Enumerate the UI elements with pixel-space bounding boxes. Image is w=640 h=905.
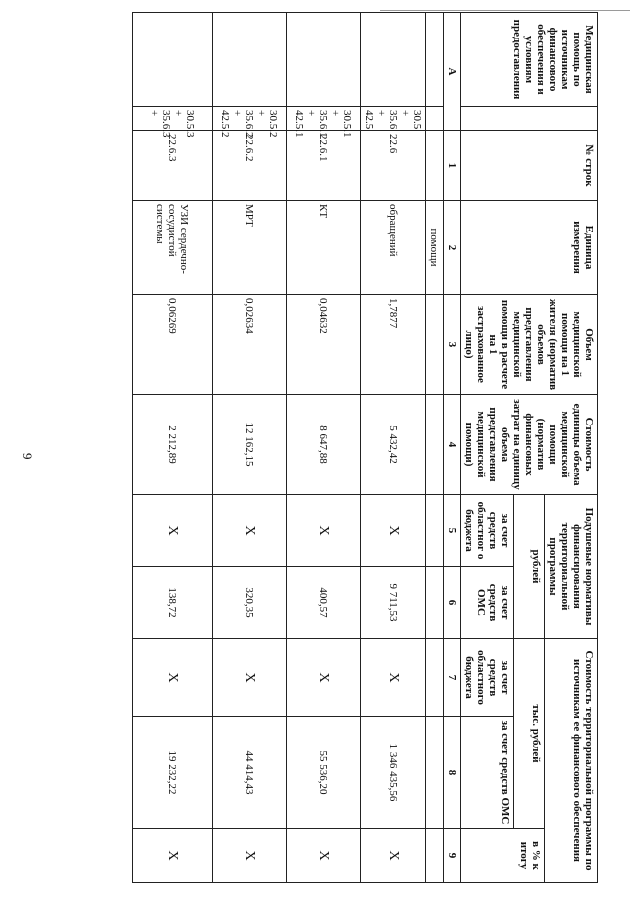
row-cost: 8 647,88 <box>287 395 361 495</box>
row-cost: 5 432,42 <box>361 395 426 495</box>
table-row <box>287 13 361 883</box>
row-normative-oms: 400,57 <box>287 567 361 639</box>
top-edge-line <box>380 10 630 11</box>
header-normatives-unit: рублей <box>514 495 545 639</box>
header-sub-blank <box>461 107 598 131</box>
header-col-4: Стоимость единицы объема медицинской помощи (норматив финансовых затрат на единицу объема представления медицинской помощи) <box>461 395 598 495</box>
row-volume: 0,02634 <box>213 295 287 395</box>
row-normative-budget: Х <box>361 495 426 567</box>
row-percent: Х <box>287 829 361 883</box>
row-sum-lines: 30.5 + 35.6 + 42.5 <box>361 107 426 131</box>
col-number-1: 1 <box>444 131 461 201</box>
header-col-2: Единица измерения <box>461 201 598 295</box>
row-cost-oms: 55 536,20 <box>287 717 361 829</box>
fragment-row <box>426 13 444 883</box>
col-number-4: 4 <box>444 395 461 495</box>
row-normative-oms: 320,35 <box>213 567 287 639</box>
row-cost-budget: Х <box>361 639 426 717</box>
header-cost-oms: за счет средств ОМС <box>461 717 514 829</box>
row-unit: КТ <box>287 201 361 295</box>
header-percent: в % к итогу <box>461 829 545 883</box>
table-row <box>213 13 287 883</box>
row-normative-oms: 138,72 <box>133 567 213 639</box>
col-number-5: 5 <box>444 495 461 567</box>
header-col-1: № строк <box>461 131 598 201</box>
row-cost: 12 162,15 <box>213 395 287 495</box>
header-group-cost: Стоимость территориальной программы по источникам ее финансового обеспечения <box>545 639 598 883</box>
row-volume: 0,04632 <box>287 295 361 395</box>
header-cost-unit: тыс. рублей <box>514 639 545 829</box>
col-number-3: 3 <box>444 295 461 395</box>
col-number-7: 7 <box>444 639 461 717</box>
header-col-3: Объем медицинской помощи на 1 жителя (норматив объемов представления медицинской помощи в расчете на 1 застрахованное лицо) <box>461 295 598 395</box>
financing-table <box>132 12 598 883</box>
row-line-number: 22.6.3 <box>133 131 213 201</box>
row-cost-oms: 44 414,43 <box>213 717 287 829</box>
row-normative-oms: 9 711,53 <box>361 567 426 639</box>
row-line-number: 22.6 <box>361 131 426 201</box>
table-row <box>133 13 213 883</box>
page-number: 9 <box>20 453 35 460</box>
row-normative-budget: Х <box>287 495 361 567</box>
row-line-number: 22.6.2 <box>213 131 287 201</box>
col-number-8: 8 <box>444 717 461 829</box>
row-line-number: 22.6.1 <box>287 131 361 201</box>
col-number-9: 9 <box>444 829 461 883</box>
row-cost-budget: Х <box>133 639 213 717</box>
col-number-a: A <box>444 13 461 131</box>
row-cost-oms: 19 232,22 <box>133 717 213 829</box>
row-normative-budget: Х <box>213 495 287 567</box>
header-group-normatives: Подушевые нормативы финансирования территориальной программы <box>545 495 598 639</box>
header-col-a: Медицинская помощь по источникам финансового обеспечения и условиям предоставления <box>461 13 598 107</box>
header-cost-budget: за счет средств областного бюджета <box>461 639 514 717</box>
header-row-1 <box>545 13 598 883</box>
row-percent: Х <box>361 829 426 883</box>
row-sum-lines: 30.5.3 + 35.6.3 + <box>133 107 213 131</box>
row-unit: УЗИ сердечно-сосудистой системы <box>133 201 213 295</box>
column-number-row <box>444 13 461 883</box>
row-cost-oms: 1 346 435,56 <box>361 717 426 829</box>
row-cost-budget: Х <box>287 639 361 717</box>
fragment-text: помощи <box>426 201 444 295</box>
col-number-6: 6 <box>444 567 461 639</box>
row-cost: 2 212,89 <box>133 395 213 495</box>
row-cost-budget: Х <box>213 639 287 717</box>
header-normatives-oms: за счет средств ОМС <box>461 567 514 639</box>
row-volume: 0,06269 <box>133 295 213 395</box>
row-volume: 1,7877 <box>361 295 426 395</box>
header-normatives-budget: за счет средств областног о бюджета <box>461 495 514 567</box>
row-unit: обращений <box>361 201 426 295</box>
rotated-table-container <box>54 12 598 882</box>
row-percent: Х <box>133 829 213 883</box>
row-percent: Х <box>213 829 287 883</box>
row-unit: МРТ <box>213 201 287 295</box>
row-sum-lines: 30.5.1 + 35.6.1 + 42.5.1 <box>287 107 361 131</box>
row-sum-lines: 30.5.2 + 35.6.2 + 42.5.2 <box>213 107 287 131</box>
col-number-2: 2 <box>444 201 461 295</box>
table-row <box>361 13 426 883</box>
row-normative-budget: Х <box>133 495 213 567</box>
